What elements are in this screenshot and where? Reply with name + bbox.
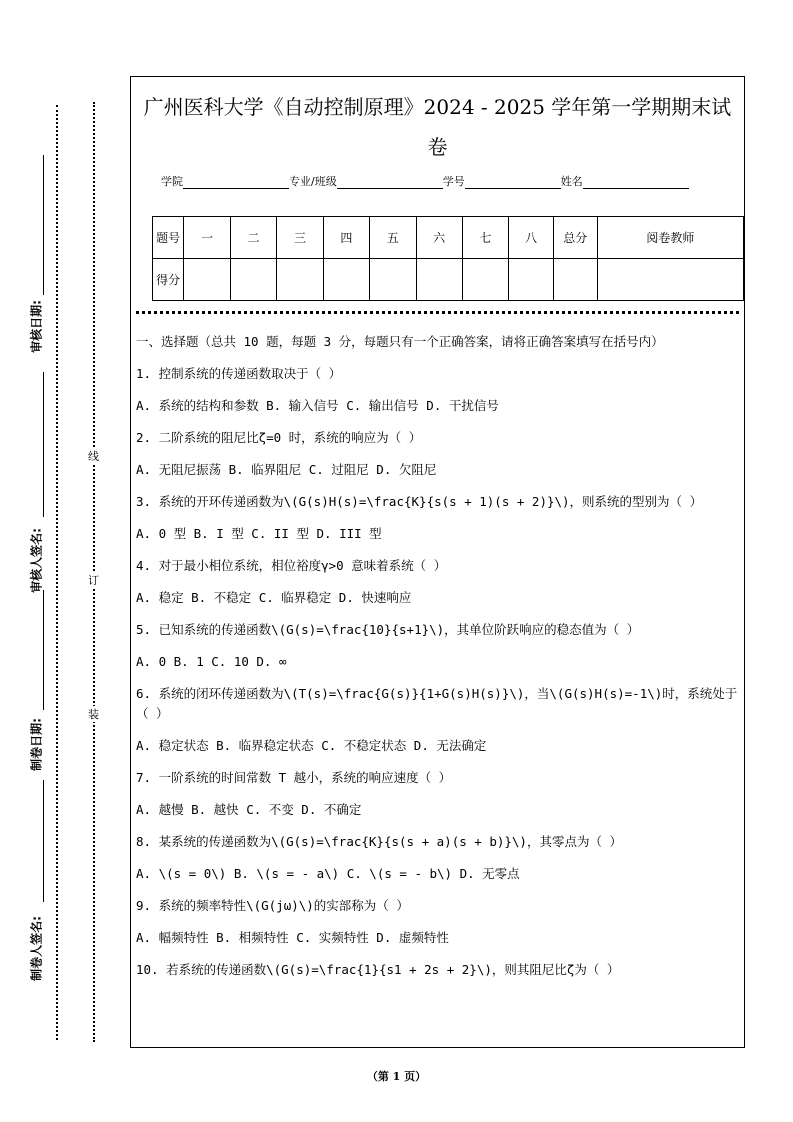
score-cell[interactable]: [509, 259, 553, 301]
reviewer-sign-label: 审核人签名:: [29, 528, 44, 593]
question-options: A. 系统的结构和参数 B. 输入信号 C. 输出信号 D. 干扰信号: [136, 398, 499, 413]
page-number: （第 1 页）: [366, 1070, 427, 1083]
question-text: 7. 一阶系统的时间常数 T 越小，系统的响应速度（ ）: [136, 770, 452, 785]
question-text: 8. 某系统的传递函数为\(G(s)=\frac{K}{s(s + a)(s + b)}\)，其零点为（ ）: [136, 834, 622, 849]
major-label: 专业/班级: [289, 175, 337, 188]
question-text: 9. 系统的频率特性\(G(jω)\)的实部称为（ ）: [136, 898, 409, 913]
col-header: 二: [231, 217, 277, 259]
col-header: 五: [369, 217, 416, 259]
exam-title: 广州医科大学《自动控制原理》2024 - 2025 学年第一学期期末试卷: [143, 95, 732, 159]
student-info-row: [161, 173, 689, 189]
question-options: A. 无阻尼振荡 B. 临界阻尼 C. 过阻尼 D. 欠阻尼: [136, 462, 437, 477]
major-field[interactable]: [337, 176, 443, 189]
row-label-question: 题号: [153, 217, 184, 259]
row-label-score: 得分: [153, 259, 184, 301]
section-heading: 一、选择题（总共 10 题，每题 3 分，每题只有一个正确答案，请将正确答案填写在括号内）: [136, 334, 664, 349]
score-cell[interactable]: [416, 259, 462, 301]
col-header: 八: [509, 217, 553, 259]
score-cell-total[interactable]: [553, 259, 597, 301]
score-cell[interactable]: [277, 259, 324, 301]
score-cell[interactable]: [369, 259, 416, 301]
col-header: 七: [462, 217, 509, 259]
score-cell[interactable]: [462, 259, 509, 301]
college-field[interactable]: [183, 176, 289, 189]
col-header: 四: [323, 217, 369, 259]
score-cell[interactable]: [323, 259, 369, 301]
col-header: 三: [277, 217, 324, 259]
question-options: A. 稳定状态 B. 临界稳定状态 C. 不稳定状态 D. 无法确定: [136, 738, 487, 753]
col-header-grader: 阅卷教师: [597, 217, 743, 259]
college-label: 学院: [161, 175, 183, 188]
maker-sign-label: 制卷人签名:: [29, 916, 44, 981]
question-options: A. \(s = 0\) B. \(s = - a\) C. \(s = - b\) D. 无零点: [136, 866, 520, 881]
name-label: 姓名: [560, 175, 583, 188]
col-header: 六: [416, 217, 462, 259]
make-date-line: [43, 590, 44, 710]
question-text: 4. 对于最小相位系统，相位裕度γ>0 意味着系统（ ）: [136, 558, 447, 573]
id-label: 学号: [442, 175, 465, 188]
review-date-label: 审核日期:: [29, 300, 44, 353]
score-table: [152, 216, 744, 301]
question-text: 6. 系统的闭环传递函数为\(T(s)=\frac{G(s)}{1+G(s)H(s)}\)，当\(G(s)H(s)=-1\)时，系统处于（ ）: [136, 686, 738, 721]
question-text: 1. 控制系统的传递函数取决于（ ）: [136, 366, 342, 381]
question-options: A. 幅频特性 B. 相频特性 C. 实频特性 D. 虚频特性: [136, 930, 449, 945]
reviewer-sign-line: [43, 372, 44, 517]
question-list: [136, 332, 740, 992]
make-date-label: 制卷日期:: [29, 718, 44, 771]
question-text: 10. 若系统的传递函数\(G(s)=\frac{1}{s1 + 2s + 2}\)，则其阻尼比ζ为（ ）: [136, 962, 620, 977]
question-options: A. 0 B. 1 C. 10 D. ∞: [136, 654, 287, 669]
binding-char-xian: 线: [88, 450, 99, 463]
col-header: 一: [184, 217, 231, 259]
outer-dotted-line: [56, 105, 58, 1040]
binding-char-ding: 订: [88, 574, 99, 587]
question-options: A. 稳定 B. 不稳定 C. 临界稳定 D. 快速响应: [136, 590, 412, 605]
name-field[interactable]: [583, 176, 689, 189]
id-field[interactable]: [465, 176, 561, 189]
exam-frame: [130, 76, 745, 1048]
question-options: A. 0 型 B. I 型 C. II 型 D. III 型: [136, 526, 382, 541]
question-options: A. 越慢 B. 越快 C. 不变 D. 不确定: [136, 802, 362, 817]
maker-sign-line: [43, 780, 44, 902]
question-text: 5. 已知系统的传递函数\(G(s)=\frac{10}{s+1}\)，其单位阶跃响应的稳态值为（ ）: [136, 622, 640, 637]
question-text: 2. 二阶系统的阻尼比ζ=0 时，系统的响应为（ ）: [136, 430, 422, 445]
col-header-total: 总分: [553, 217, 597, 259]
score-cell[interactable]: [184, 259, 231, 301]
section-separator: [136, 311, 739, 314]
binding-char-zhuang: 装: [88, 708, 99, 721]
review-date-line: [43, 155, 44, 295]
question-text: 3. 系统的开环传递函数为\(G(s)H(s)=\frac{K}{s(s + 1)(s + 2)}\)，则系统的型别为（ ）: [136, 494, 703, 509]
score-cell[interactable]: [231, 259, 277, 301]
score-cell-grader[interactable]: [597, 259, 743, 301]
